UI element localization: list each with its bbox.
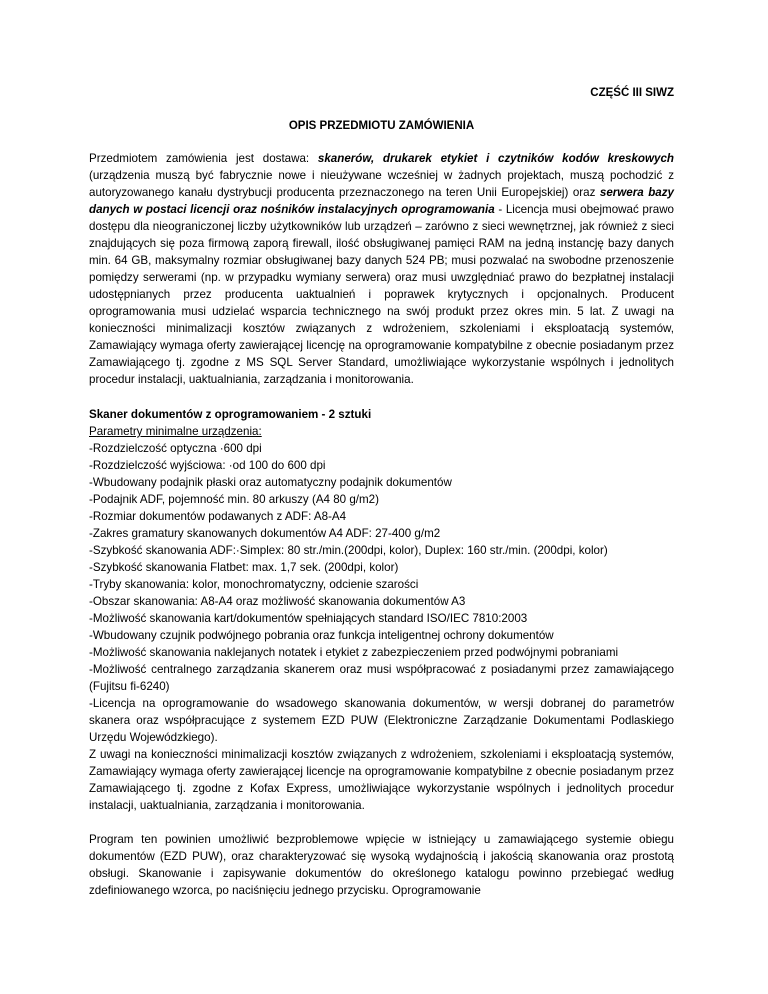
- spec-item: -Tryby skanowania: kolor, monochromatyczny, odcienie szarości: [89, 578, 419, 591]
- intro-paragraph: [89, 150, 674, 388]
- intro-mid: (urządzenia muszą być fabrycznie nowe i nieużywane wcześniej w żadnych projektach, muszą pochodzić z autoryzowanego kanału dystrybucji producenta przeznaczonego na teren Unii Europejskiej) oraz: [89, 169, 674, 199]
- spec-item: -Rozmiar dokumentów podawanych z ADF: A8-A4: [89, 510, 347, 523]
- part-label: CZĘŚĆ III SIWZ: [590, 87, 674, 99]
- spec-item: -Możliwość skanowania naklejanych notatek i etykiet z zabezpieczeniem przed podwójnymi pobraniami: [89, 646, 619, 659]
- spec-item: -Obszar skanowania: A8-A4 oraz możliwość skanowania dokumentów A3: [89, 595, 466, 608]
- spec-item: -Szybkość skanowania ADF:·Simplex: 80 str./min.(200dpi, kolor), Duplex: 160 str./min. (200dpi, kolor): [89, 544, 608, 557]
- intro-lead: Przedmiotem zamówienia jest dostawa:: [89, 152, 318, 165]
- spec-item: Z uwagi na konieczności minimalizacji kosztów związanych z wdrożeniem, szkoleniami i eksploatacją systemów, Zamawiający wymaga oferty zawierającej licencje na oprogramowanie kompatybilne z obecnie posiadanym przez Zamawiającego tj. zgodne z Kofax Express, umożliwiające wykorzystanie wspólnych i jednolitych procedur instalacji, uaktualniania, zarządzania i monitorowania.: [89, 748, 674, 812]
- closing-paragraph: Program ten powinien umożliwić bezproblemowe wpięcie w istniejący u zamawiającego systemie obiegu dokumentów (EZD PUW), oraz charakteryzować się wysoką wydajnością i jakością skanowania oraz prostotą obsługi. Skanowanie i zapisywanie dokumentów do określonego katalogu powinno przebiegać według zdefiniowanego wzorca, po naciśnięciu jednego przycisku. Oprogramowanie: [89, 833, 674, 897]
- spec-item: -Licencja na oprogramowanie do wsadowego skanowania dokumentów, w wersji dobranej do parametrów skanera oraz współpracujące z systemem EZD PUW (Elektroniczne Zarządzanie Dokumentami Podlaskiego Urzędu Wojewódzkiego).: [89, 697, 674, 744]
- params-heading: Parametry minimalne urządzenia:: [89, 425, 262, 438]
- intro-rest: - Licencja musi obejmować prawo dostępu dla nieograniczonej liczby użytkowników lub urządzeń – zarówno z sieci wewnętrznej, jak również z sieci znajdujących się poza firmową zaporą firewall, ilość obsługiwanej pamięci RAM na jedną instancję bazy danych min. 64 GB, maksymalny rozmiar obsługiwanej bazy danych 524 PB; musi pozwalać na swobodne przenoszenie pomiędzy serwerami (np. w przypadku wymiany serwera) oraz musi uwzględniać prawo do bezpłatnej instalacji udostępnianych przez producenta uaktualnień i poprawek krytycznych i opcjonalnych. Producent oprogramowania musi udzielać wsparcia technicznego na swój produkt przez okres min. 5 lat. Z uwagi na konieczności minimalizacji kosztów związanych z wdrożeniem, szkoleniami i eksploatacją systemów, Zamawiający wymaga oferty zawierającej licencję na oprogramowanie kompatybilne z obecnie posiadanym przez Zamawiającego tj. zgodne z MS SQL Server Standard, umożliwiające wykorzystanie wspólnych i jednolitych procedur instalacji, uaktualniania, zarządzania i monitorowania.: [89, 203, 675, 386]
- page-title: OPIS PRZEDMIOTU ZAMÓWIENIA: [288, 120, 475, 132]
- spec-item: -Wbudowany podajnik płaski oraz automatyczny podajnik dokumentów: [89, 476, 452, 489]
- spec-item: -Możliwość centralnego zarządzania skanerem oraz musi współpracować z posiadanymi przez zamawiającego (Fujitsu fi-6240): [89, 663, 674, 693]
- spec-item: -Rozdzielczość optyczna ·600 dpi: [89, 442, 262, 455]
- paragraph-gap: [89, 814, 674, 831]
- spec-list: [89, 440, 674, 814]
- document-body: [89, 150, 674, 899]
- spec-item: -Szybkość skanowania Flatbet: max. 1,7 sek. (200dpi, kolor): [89, 561, 399, 574]
- scanner-heading: Skaner dokumentów z oprogramowaniem - 2 sztuki: [89, 408, 372, 421]
- spec-item: -Możliwość skanowania kart/dokumentów spełniających standard ISO/IEC 7810:2003: [89, 612, 528, 625]
- intro-highlight-devices: skanerów, drukarek etykiet i czytników kodów kreskowych: [317, 152, 674, 165]
- spec-item: -Wbudowany czujnik podwójnego pobrania oraz funkcja inteligentnej ochrony dokumentów: [89, 629, 554, 642]
- intro-highlight-server: serwera bazy danych w postaci licencji oraz nośników instalacyjnych oprogramowania: [89, 186, 674, 216]
- spec-item: -Zakres gramatury skanowanych dokumentów A4 ADF: 27-400 g/m2: [89, 527, 441, 540]
- spec-item: -Rozdzielczość wyjściowa: ·od 100 do 600 dpi: [89, 459, 326, 472]
- spec-item: -Podajnik ADF, pojemność min. 80 arkuszy (A4 80 g/m2): [89, 493, 379, 506]
